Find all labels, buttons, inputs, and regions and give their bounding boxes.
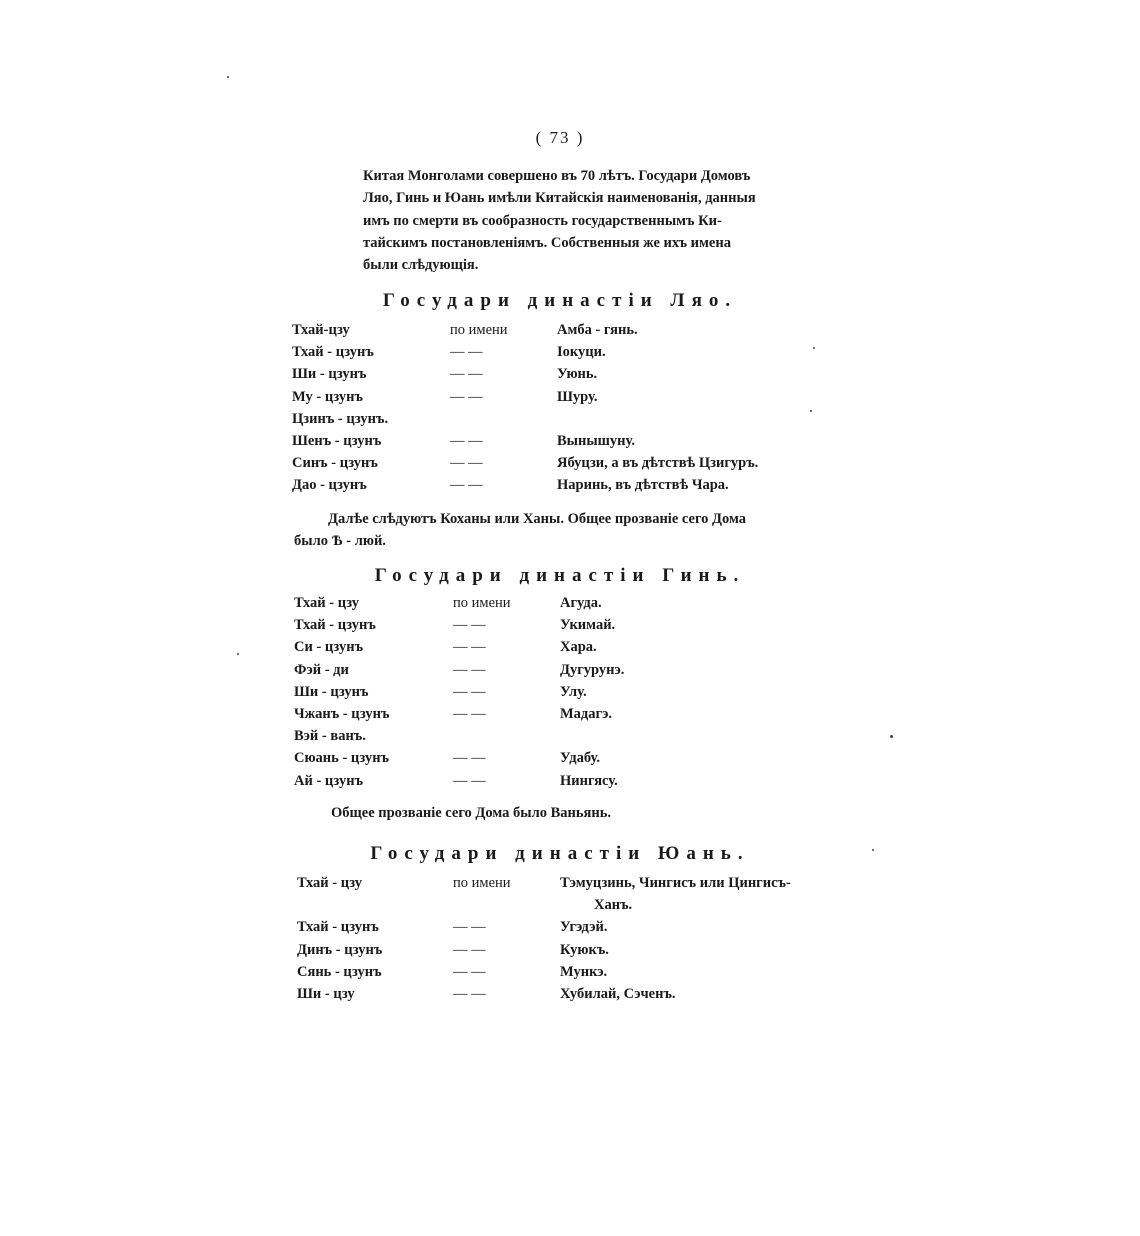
- intro-line: были слѣдующія.: [363, 257, 479, 274]
- temple-name: Динъ - цзунъ: [297, 941, 383, 958]
- personal-name: Мадагэ.: [560, 705, 612, 722]
- personal-name: Удабу.: [560, 750, 600, 767]
- personal-name: Хубилай, Сэченъ.: [560, 985, 676, 1002]
- temple-name: Тхай - цзунъ: [297, 919, 379, 936]
- personal-name: Агуда.: [560, 595, 602, 611]
- scan-speck: [890, 735, 893, 738]
- section-heading-gin: Государи династіи Гинь.: [374, 565, 746, 586]
- intro-line: имъ по смерти въ сообразность государственнымъ Ки-: [363, 212, 722, 229]
- temple-name: Сюань - цзунъ: [294, 750, 390, 767]
- personal-name: Тэмуцзинь, Чингисъ или Цингисъ-: [560, 875, 791, 891]
- personal-name: Мункэ.: [560, 963, 608, 980]
- temple-name: Тхай - цзу: [294, 595, 359, 611]
- personal-name: Улу.: [560, 683, 587, 700]
- ditto-mark: по имени: [450, 322, 508, 338]
- paragraph-line: было Ѣ - люй.: [294, 533, 386, 549]
- scan-speck: [237, 653, 239, 655]
- ditto-mark: — —: [450, 344, 483, 361]
- personal-name: Вынышуну.: [557, 432, 635, 449]
- section-heading-yuan: Государи династіи Юань.: [370, 843, 750, 864]
- personal-name: Амба - гянь.: [557, 322, 638, 338]
- temple-name: Ай - цзунъ: [294, 772, 364, 789]
- temple-name: Тхай - цзунъ: [294, 617, 376, 634]
- intro-line: тайскимъ постановленіямъ. Собственныя же ихъ имена: [363, 234, 731, 251]
- paragraph-line: Далѣе слѣдуютъ Коханы или Ханы. Общее прозваніе сего Дома: [328, 511, 747, 527]
- temple-name: Тхай - цзунъ: [292, 344, 374, 361]
- personal-name: Уюнь.: [557, 366, 598, 383]
- intro-paragraph: [363, 165, 823, 276]
- ditto-mark: — —: [453, 617, 486, 634]
- personal-name: Угэдэй.: [560, 919, 608, 936]
- temple-name: Цзинъ - цзунъ.: [292, 410, 389, 427]
- scan-speck: [872, 849, 874, 851]
- personal-name: Дугурунэ.: [560, 661, 625, 678]
- temple-name: Тхай-цзу: [292, 322, 350, 338]
- temple-name: Му - цзунъ: [292, 388, 363, 405]
- temple-name: Сянь - цзунъ: [297, 963, 382, 980]
- ditto-mark: — —: [453, 941, 486, 958]
- personal-name: Іокуци.: [557, 344, 606, 361]
- ditto-mark: — —: [450, 477, 483, 494]
- temple-name: Ши - цзу: [297, 985, 355, 1002]
- ditto-mark: — —: [450, 432, 483, 449]
- temple-name: Синъ - цзунъ: [292, 455, 378, 472]
- temple-name: Тхай - цзу: [297, 875, 362, 891]
- personal-name: Хара.: [560, 639, 597, 656]
- paragraph-khans: [294, 508, 824, 552]
- ditto-mark: — —: [453, 683, 486, 700]
- temple-name: Шенъ - цзунъ: [292, 432, 382, 449]
- page-number: ( 73 ): [535, 128, 585, 147]
- section-heading-lyao: Государи династіи Ляо.: [382, 290, 738, 311]
- ditto-mark: по имени: [453, 875, 511, 891]
- personal-name: Ханъ.: [594, 897, 633, 914]
- ditto-mark: — —: [453, 772, 486, 789]
- ditto-mark: — —: [450, 366, 483, 383]
- ditto-mark: — —: [453, 750, 486, 767]
- ditto-mark: — —: [453, 705, 486, 722]
- temple-name: Фэй - ди: [294, 661, 349, 678]
- temple-name: Вэй - ванъ.: [294, 728, 366, 745]
- intro-line: Китая Монголами совершено въ 70 лѣтъ. Государи Домовъ: [363, 168, 751, 184]
- ditto-mark: — —: [450, 388, 483, 405]
- ditto-mark: — —: [453, 639, 486, 656]
- ditto-mark: по имени: [453, 595, 511, 611]
- temple-name: Си - цзунъ: [294, 639, 364, 656]
- personal-name: Ябуцзи, а въ дѣтствѣ Цзигуръ.: [557, 455, 759, 472]
- personal-name: Куюкъ.: [560, 941, 609, 958]
- temple-name: Ши - цзунъ: [294, 683, 369, 700]
- ditto-mark: — —: [450, 455, 483, 472]
- temple-name: Дао - цзунъ: [292, 477, 367, 494]
- temple-name: Чжанъ - цзунъ: [294, 705, 390, 722]
- ditto-mark: — —: [453, 919, 486, 936]
- scan-speck: [810, 410, 812, 412]
- ditto-mark: — —: [453, 985, 486, 1002]
- ditto-mark: — —: [453, 661, 486, 678]
- scan-speck: [227, 76, 229, 78]
- temple-name: Ши - цзунъ: [292, 366, 367, 383]
- personal-name: Шуру.: [557, 388, 598, 405]
- personal-name: Укимай.: [560, 617, 616, 634]
- paragraph-wanyan: [331, 802, 611, 824]
- paragraph-line: Общее прозваніе сего Дома было Ваньянь.: [331, 805, 612, 821]
- scan-speck: [813, 347, 815, 349]
- ditto-mark: — —: [453, 963, 486, 980]
- intro-line: Ляо, Гинь и Юань имѣли Китайскія наименованія, данныя: [363, 190, 756, 207]
- personal-name: Наринь, въ дѣтствѣ Чара.: [557, 477, 729, 494]
- personal-name: Нингясу.: [560, 772, 618, 789]
